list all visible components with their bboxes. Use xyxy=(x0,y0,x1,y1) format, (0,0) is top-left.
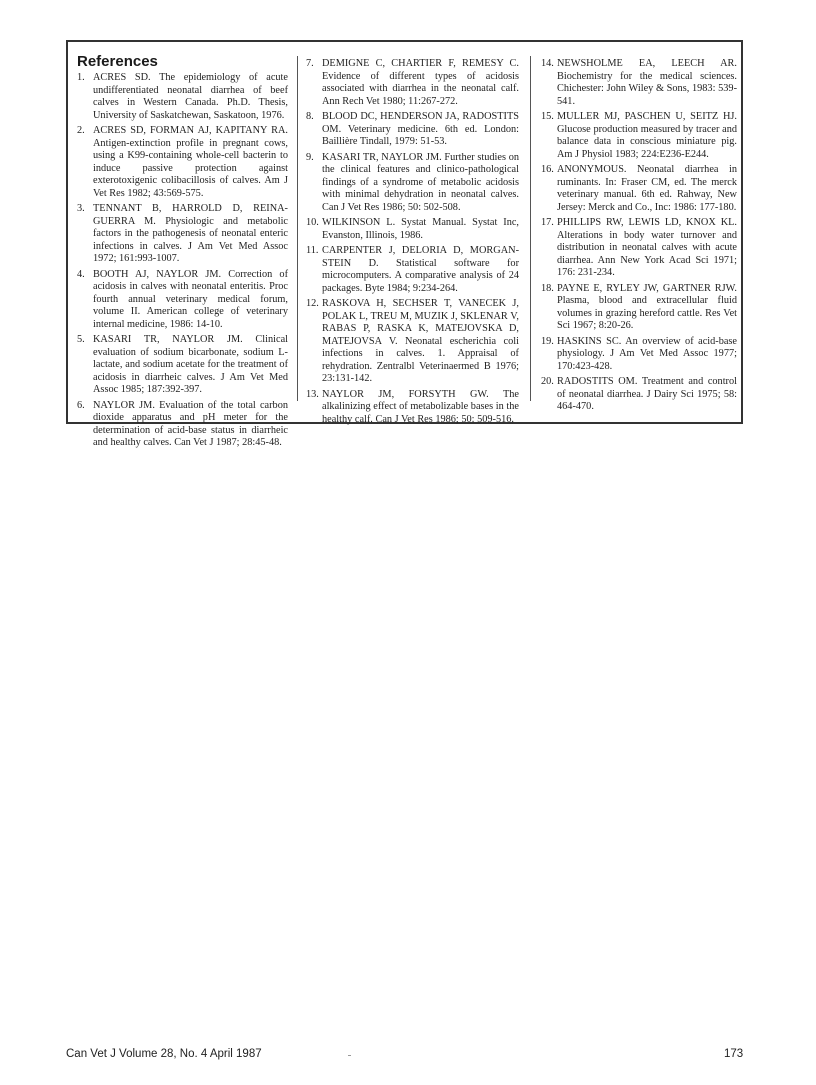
reference-item: 5. KASARI TR, NAYLOR JM. Clinical evaluation of sodium bicarbonate, sodium L-lactate, and sodium acetate for the treatment of acidosis in diarrheic calves. J Am Vet Med Assoc 1985; 187:392-397. xyxy=(77,334,288,395)
references-heading: References xyxy=(77,53,158,70)
column-divider xyxy=(530,56,531,401)
reference-item: 4. BOOTH AJ, NAYLOR JM. Correction of acidosis in calves with neonatal enteritis. Proc fourth annual veterinary medical forum, volume II. American college of veterinary internal medicine, 1986: 14-10. xyxy=(77,268,288,330)
reference-item: 16. ANONYMOUS. Neonatal diarrhea in ruminants. In: Fraser CM, ed. The merck veterinary manual. 6th ed. Rahway, New Jersey: Merck and Co., Inc: 1986: 177-180. xyxy=(541,164,737,213)
reference-item: 7. DEMIGNE C, CHARTIER F, REMESY C. Evidence of different types of acidosis associated with diarrhea in the neonatal calf. Ann Rech Vet 1980; 11:267-272. xyxy=(306,58,519,107)
references-column-1 xyxy=(77,72,288,453)
reference-item: 20. RADOSTITS OM. Treatment and control of neonatal diarrhea. J Dairy Sci 1975; 58: 464-470. xyxy=(541,376,737,412)
reference-item: 12. RASKOVA H, SECHSER T, VANECEK J, POLAK L, TREU M, MUZIK J, SKLENAR V, RABAS P, RASKA K, MATEJOVSKA D, MATEJOVSA V. Neonatal escherichia coli infections in calves. 1. Appraisal of rehydration. Zentralbl Veterinaermed B 1976; 23:131-142. xyxy=(306,298,519,384)
references-column-2 xyxy=(306,58,519,429)
reference-item: 18. PAYNE E, RYLEY JW, GARTNER RJW. Plasma, blood and extracellular fluid volumes in grazing hereford cattle. Res Vet Sci 1967; 8:20-26. xyxy=(541,282,737,331)
reference-item: 19. HASKINS SC. An overview of acid-base physiology. J Am Vet Med Assoc 1977; 170:423-428. xyxy=(541,335,737,372)
column-divider xyxy=(297,56,298,401)
reference-item: 13. NAYLOR JM, FORSYTH GW. The alkalinizing effect of metabolizable bases in the healthy calf. Can J Vet Res 1986; 50: 509-516. xyxy=(306,388,519,425)
reference-item: 8. BLOOD DC, HENDERSON JA, RADOSTITS OM. Veterinary medicine. 6th ed. London: Baillière Tindall, 1979: 51-53. xyxy=(306,111,519,147)
references-column-3 xyxy=(541,58,737,417)
reference-item: 1. ACRES SD. The epidemiology of acute undifferentiated neonatal diarrhea of beef calves in Western Canada. Ph.D. Thesis, University of Saskatchewan, Saskatoon, 1976. xyxy=(77,72,288,121)
reference-item: 10. WILKINSON L. Systat Manual. Systat Inc, Evanston, Illinois, 1986. xyxy=(306,217,519,241)
reference-item: 17. PHILLIPS RW, LEWIS LD, KNOX KL. Alterations in body water turnover and distribution in neonatal calves with acute diarrhea. Ann New York Acad Sci 1971; 176: 231-234. xyxy=(541,217,737,278)
reference-item: 6. NAYLOR JM. Evaluation of the total carbon dioxide apparatus and pH meter for the determination of acid-base status in diarrheic and healthy calves. Can Vet J 1987; 28:45-48. xyxy=(77,399,288,448)
page-number: 173 xyxy=(724,1048,744,1060)
reference-item: 2. ACRES SD, FORMAN AJ, KAPITANY RA. Antigen-extinction profile in pregnant cows, using a K99-containing whole-cell bacterin to induce passive protection against exterotoxigenic colibacillosis of calves. Am J Vet Res 1982; 43:569-575. xyxy=(77,125,288,199)
reference-item: 11. CARPENTER J, DELORIA D, MORGAN-STEIN D. Statistical software for microcomputers. A comparative analysis of 24 packages. Byte 1984; 9:234-264. xyxy=(306,245,519,294)
reference-item: 9. KASARI TR, NAYLOR JM. Further studies on the clinical features and clinico-pathological findings of a syndrome of metabolic acidosis with minimal dehydration in neonatal calves. Can J Vet Res 1986; 50: 502-508. xyxy=(306,151,519,213)
journal-citation-footer: Can Vet J Volume 28, No. 4 April 1987 xyxy=(66,1048,262,1060)
reference-item: 15. MULLER MJ, PASCHEN U, SEITZ HJ. Glucose production measured by tracer and balance data in conscious miniature pig. Am J Physiol 1983; 224:E236-E244. xyxy=(541,111,737,160)
reference-item: 14. NEWSHOLME EA, LEECH AR. Biochemistry for the medical sciences. Chichester: John Wiley & Sons, 1983: 539-541. xyxy=(541,58,737,107)
reference-item: 3. TENNANT B, HARROLD D, REINA-GUERRA M. Physiologic and metabolic factors in the pathogenesis of neonatal enteric infections in calves. J Am Vet Med Assoc 1972; 161:993-1007. xyxy=(77,203,288,264)
footer-mark xyxy=(348,1055,351,1056)
